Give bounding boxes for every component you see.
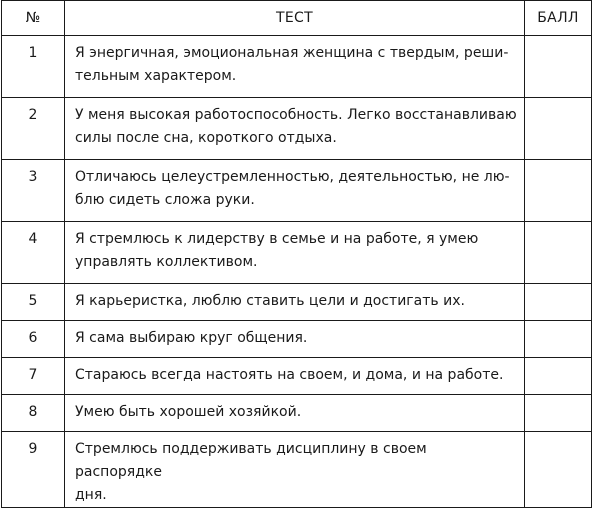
score-cell[interactable] bbox=[525, 395, 592, 432]
score-cell[interactable] bbox=[525, 222, 592, 284]
table-row bbox=[2, 358, 592, 395]
statement-text: Я энергичная, эмоциональная женщина с твердым, реши- тельным характером. bbox=[65, 36, 525, 98]
score-cell[interactable] bbox=[525, 98, 592, 160]
header-num: № bbox=[2, 1, 65, 36]
row-number: 7 bbox=[2, 358, 65, 395]
statement-text: У меня высокая работоспособность. Легко восстанавливаю силы после сна, короткого отдыха. bbox=[65, 98, 525, 160]
row-number: 3 bbox=[2, 160, 65, 222]
score-cell[interactable] bbox=[525, 358, 592, 395]
score-cell[interactable] bbox=[525, 432, 592, 508]
statement-text: Я стремлюсь к лидерству в семье и на работе, я умею управлять коллективом. bbox=[65, 222, 525, 284]
row-number: 4 bbox=[2, 222, 65, 284]
statement-text: Умею быть хорошей хозяйкой. bbox=[65, 395, 525, 432]
row-number: 6 bbox=[2, 321, 65, 358]
row-number: 9 bbox=[2, 432, 65, 508]
score-cell[interactable] bbox=[525, 36, 592, 98]
row-number: 1 bbox=[2, 36, 65, 98]
statement-text: Стремлюсь поддерживать дисциплину в своем распорядке дня. bbox=[65, 432, 525, 508]
row-number: 2 bbox=[2, 98, 65, 160]
table-row bbox=[2, 36, 592, 98]
score-cell[interactable] bbox=[525, 284, 592, 321]
header-row bbox=[2, 1, 592, 36]
statement-text: Я карьеристка, люблю ставить цели и достигать их. bbox=[65, 284, 525, 321]
statement-text: Я сама выбираю круг общения. bbox=[65, 321, 525, 358]
table-row bbox=[2, 395, 592, 432]
table-row bbox=[2, 222, 592, 284]
statement-text: Стараюсь всегда настоять на своем, и дома, и на работе. bbox=[65, 358, 525, 395]
table-row bbox=[2, 98, 592, 160]
statement-text: Отличаюсь целеустремленностью, деятельностью, не лю- блю сидеть сложа руки. bbox=[65, 160, 525, 222]
table-row bbox=[2, 284, 592, 321]
row-number: 8 bbox=[2, 395, 65, 432]
table-row bbox=[2, 160, 592, 222]
table-row bbox=[2, 432, 592, 508]
header-test: ТЕСТ bbox=[65, 1, 525, 36]
score-cell[interactable] bbox=[525, 321, 592, 358]
row-number: 5 bbox=[2, 284, 65, 321]
score-cell[interactable] bbox=[525, 160, 592, 222]
header-score: БАЛЛ bbox=[525, 1, 592, 36]
table-row bbox=[2, 321, 592, 358]
test-table bbox=[1, 0, 592, 508]
